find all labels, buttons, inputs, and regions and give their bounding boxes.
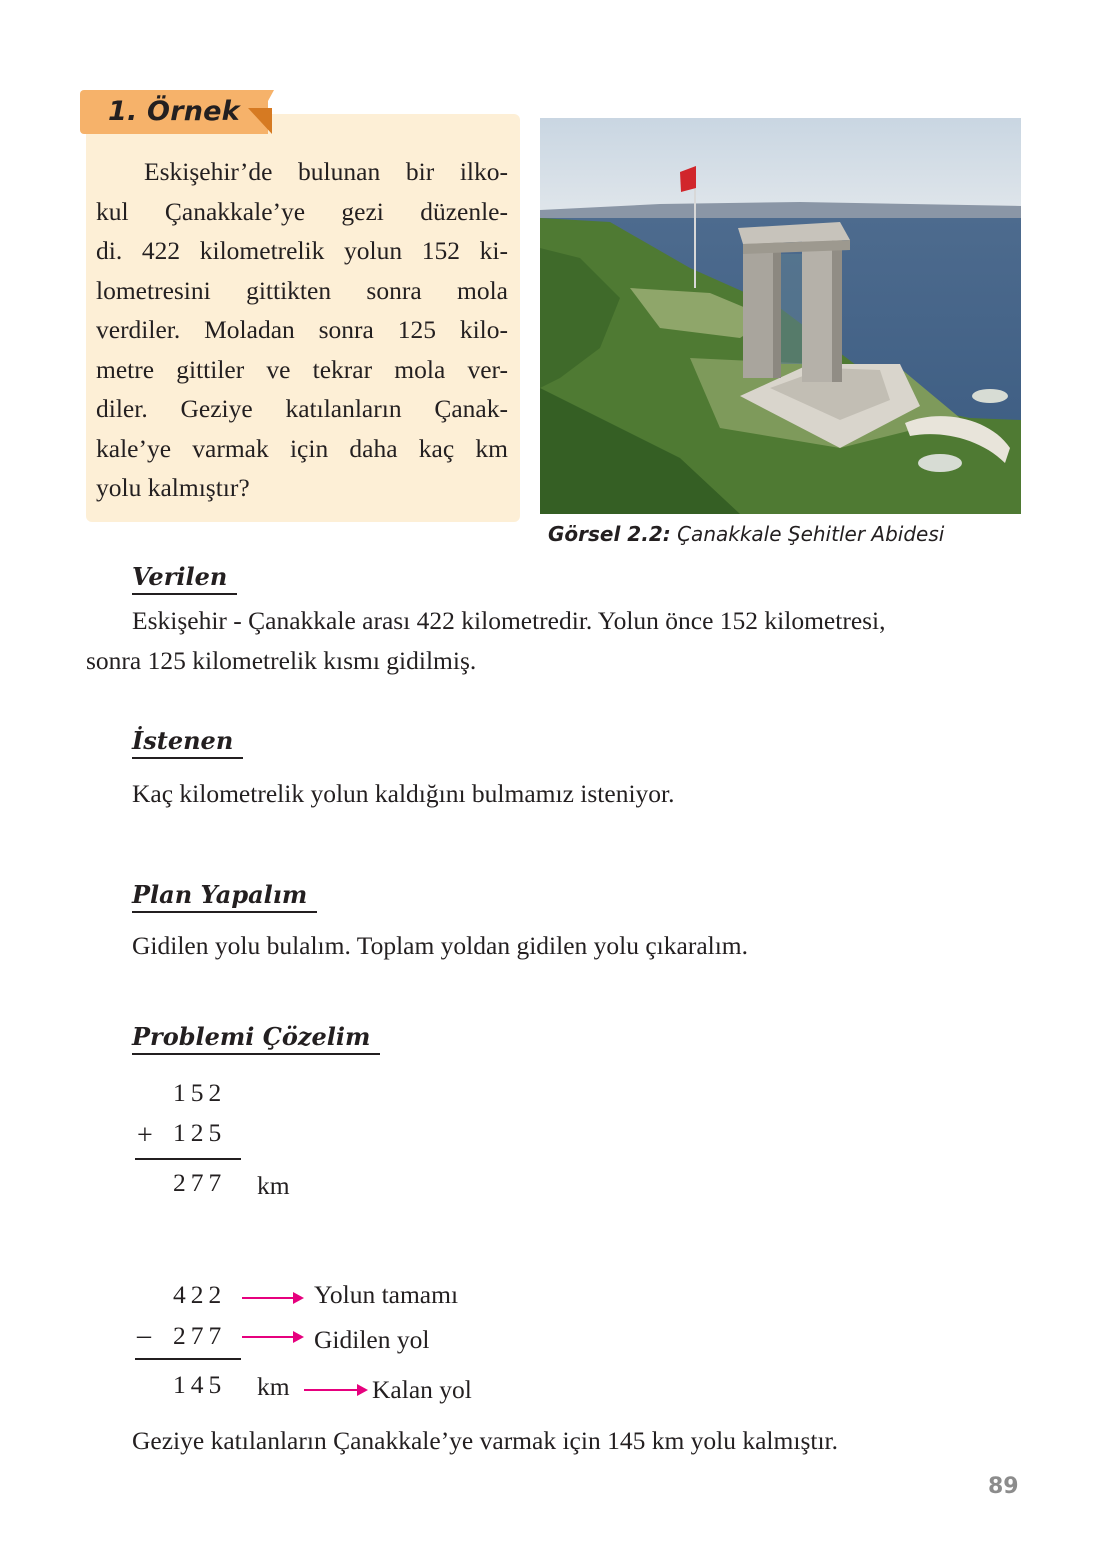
addition-operand-b: 125 [173, 1118, 227, 1147]
example-line: yolu kalmıştır? [96, 473, 250, 502]
page-number: 89 [988, 1474, 1019, 1499]
example-line: di. 422 kilometrelik yolun 152 ki- [96, 236, 508, 265]
subtraction-operator: – [137, 1320, 151, 1351]
example-title: 1. Örnek [108, 96, 240, 127]
figure-caption [548, 522, 944, 546]
label-total-road: Yolun tamamı [314, 1280, 459, 1309]
example-line: kul Çanakkale’ye gezi düzenle- [96, 196, 508, 226]
subtraction-result: 145 [173, 1370, 227, 1399]
subtraction-operand-a: 422 [173, 1280, 227, 1309]
example-line: diler. Geziye katılanların Çanak- [96, 394, 508, 423]
example-line: kale’ye varmak için daha kaç km [96, 433, 508, 463]
heading-asked: İstenen [132, 726, 243, 759]
arrow-right-icon [242, 1336, 302, 1338]
addition-operator: + [137, 1120, 153, 1151]
example-line: lometresini gittikten sonra mola [96, 275, 508, 305]
addition-rule [135, 1158, 241, 1160]
arrow-right-icon [304, 1389, 366, 1391]
subtraction-rule [135, 1358, 241, 1360]
heading-solve: Problemi Çözelim [132, 1022, 380, 1055]
conclusion-text: Geziye katılanların Çanakkale’ye varmak için 145 km yolu kalmıştır. [132, 1426, 838, 1455]
subtraction-operand-b: 277 [173, 1321, 227, 1350]
heading-plan: Plan Yapalım [132, 880, 317, 913]
plan-text: Gidilen yolu bulalım. Toplam yoldan gidilen yolu çıkaralım. [132, 931, 749, 960]
subtraction-unit: km [257, 1372, 290, 1401]
monument-photo [540, 118, 1021, 514]
heading-given: Verilen [132, 562, 237, 595]
figure-label: Görsel 2.2: [548, 522, 671, 546]
example-line: metre gittiler ve tekrar mola ver- [96, 354, 508, 384]
example-line: Eskişehir’de bulunan bir ilko- [144, 157, 508, 186]
monument-illustration [540, 118, 1021, 514]
given-line-2: sonra 125 kilometrelik kısmı gidilmiş. [86, 646, 477, 675]
label-traveled-road: Gidilen yol [314, 1325, 430, 1354]
given-line-1: Eskişehir - Çanakkale arası 422 kilometredir. Yolun önce 152 kilometresi, [132, 606, 886, 635]
addition-operand-a: 152 [173, 1078, 227, 1107]
addition-unit: km [257, 1171, 290, 1200]
arrow-right-icon [242, 1297, 302, 1299]
asked-text: Kaç kilometrelik yolun kaldığını bulmamız isteniyor. [132, 779, 675, 808]
label-remaining-road: Kalan yol [372, 1375, 472, 1404]
example-tab-corner [248, 108, 272, 134]
example-text [96, 152, 508, 508]
figure-caption-text: Çanakkale Şehitler Abidesi [677, 522, 945, 546]
addition-result: 277 [173, 1168, 227, 1197]
example-line: verdiler. Moladan sonra 125 kilo- [96, 315, 508, 344]
